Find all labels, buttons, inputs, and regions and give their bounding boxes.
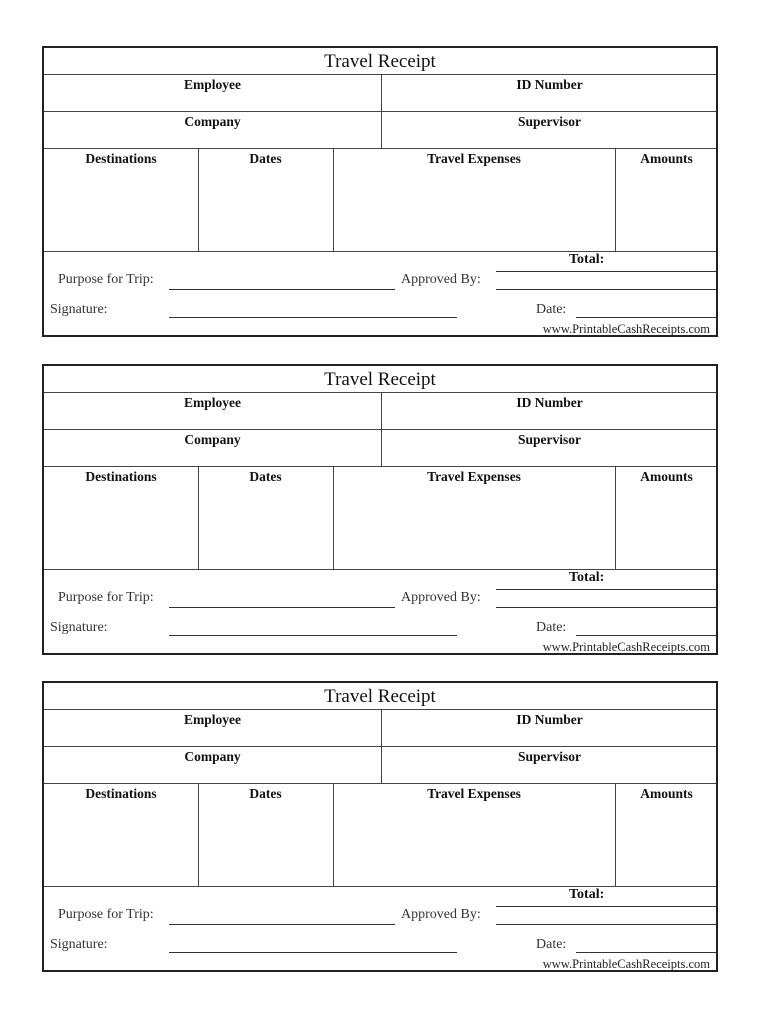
id-number-field[interactable]: ID Number <box>516 77 583 92</box>
purpose-input-line[interactable] <box>169 924 395 925</box>
signature-label: Signature: <box>50 302 108 317</box>
employee-field[interactable]: Employee <box>184 712 241 727</box>
total-line[interactable] <box>496 906 716 907</box>
travel-expenses-column[interactable]: Travel Expenses <box>427 151 521 166</box>
company-field[interactable]: Company <box>184 114 241 129</box>
total-line[interactable] <box>496 271 716 272</box>
approved-by-input-line[interactable] <box>496 607 716 608</box>
divider <box>44 886 716 887</box>
dates-column[interactable]: Dates <box>249 786 282 801</box>
employee-field[interactable]: Employee <box>184 77 241 92</box>
employee-field[interactable]: Employee <box>184 395 241 410</box>
supervisor-field[interactable]: Supervisor <box>517 432 581 447</box>
divider <box>44 569 716 570</box>
purpose-label: Purpose for Trip: <box>58 590 154 605</box>
travel-expenses-column[interactable]: Travel Expenses <box>427 786 521 801</box>
total-label: Total: <box>569 887 605 902</box>
amounts-column[interactable]: Amounts <box>640 469 693 484</box>
total-label: Total: <box>569 252 605 267</box>
approved-by-label: Approved By: <box>401 590 481 605</box>
id-number-field[interactable]: ID Number <box>516 395 583 410</box>
total-line[interactable] <box>496 589 716 590</box>
total-label: Total: <box>569 570 605 585</box>
receipt-title: Travel Receipt <box>324 369 436 390</box>
purpose-label: Purpose for Trip: <box>58 272 154 287</box>
signature-input-line[interactable] <box>169 952 457 953</box>
receipt-title: Travel Receipt <box>324 51 436 72</box>
amounts-column[interactable]: Amounts <box>640 151 693 166</box>
signature-input-line[interactable] <box>169 635 457 636</box>
destinations-column[interactable]: Destinations <box>85 151 157 166</box>
travel-receipt <box>42 681 718 972</box>
dates-column[interactable]: Dates <box>249 469 282 484</box>
approved-by-label: Approved By: <box>401 907 481 922</box>
divider <box>44 429 716 430</box>
divider <box>44 251 716 252</box>
date-label: Date: <box>536 937 567 952</box>
supervisor-field[interactable]: Supervisor <box>517 749 581 764</box>
date-input-line[interactable] <box>576 635 716 636</box>
purpose-input-line[interactable] <box>169 607 395 608</box>
divider <box>44 392 716 393</box>
signature-label: Signature: <box>50 620 108 635</box>
website-link: www.PrintableCashReceipts.com <box>542 957 710 971</box>
divider <box>44 111 716 112</box>
dates-column[interactable]: Dates <box>249 151 282 166</box>
divider <box>44 709 716 710</box>
date-label: Date: <box>536 620 567 635</box>
travel-receipt <box>42 46 718 337</box>
purpose-label: Purpose for Trip: <box>58 907 154 922</box>
divider <box>44 74 716 75</box>
signature-input-line[interactable] <box>169 317 457 318</box>
date-label: Date: <box>536 302 567 317</box>
approved-by-input-line[interactable] <box>496 289 716 290</box>
approved-by-input-line[interactable] <box>496 924 716 925</box>
date-input-line[interactable] <box>576 952 716 953</box>
divider <box>44 746 716 747</box>
website-link: www.PrintableCashReceipts.com <box>542 640 710 654</box>
signature-label: Signature: <box>50 937 108 952</box>
company-field[interactable]: Company <box>184 749 241 764</box>
approved-by-label: Approved By: <box>401 272 481 287</box>
purpose-input-line[interactable] <box>169 289 395 290</box>
destinations-column[interactable]: Destinations <box>85 786 157 801</box>
supervisor-field[interactable]: Supervisor <box>517 114 581 129</box>
travel-expenses-column[interactable]: Travel Expenses <box>427 469 521 484</box>
receipt-title: Travel Receipt <box>324 686 436 707</box>
company-field[interactable]: Company <box>184 432 241 447</box>
website-link: www.PrintableCashReceipts.com <box>542 322 710 336</box>
amounts-column[interactable]: Amounts <box>640 786 693 801</box>
id-number-field[interactable]: ID Number <box>516 712 583 727</box>
date-input-line[interactable] <box>576 317 716 318</box>
travel-receipt <box>42 364 718 655</box>
destinations-column[interactable]: Destinations <box>85 469 157 484</box>
